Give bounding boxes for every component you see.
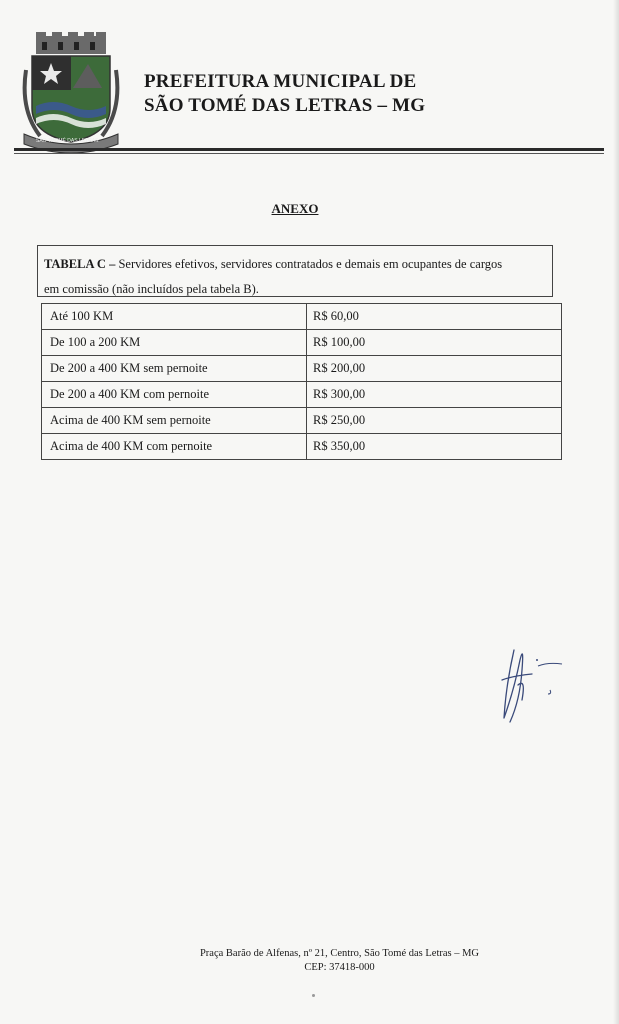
- table-c-caption: [37, 245, 553, 297]
- footer-cep: CEP: 37418-000: [304, 962, 375, 973]
- distance-cell: Acima de 400 KM com pernoite: [42, 434, 307, 460]
- table-c-description-line1: Servidores efetivos, servidores contratados e demais em ocupantes de cargos: [115, 257, 503, 271]
- table-row: [42, 356, 562, 382]
- distance-cell: De 200 a 400 KM sem pernoite: [42, 356, 307, 382]
- value-cell: R$ 100,00: [307, 330, 562, 356]
- signature-icon: [492, 630, 572, 730]
- footer-address: Praça Barão de Alfenas, nº 21, Centro, São Tomé das Letras – MG: [199, 948, 480, 959]
- value-cell: R$ 350,00: [307, 434, 562, 460]
- distance-cell: Até 100 KM: [42, 304, 307, 330]
- organization-title: [144, 70, 425, 118]
- coat-of-arms-icon: [18, 30, 124, 154]
- value-cell: R$ 300,00: [307, 382, 562, 408]
- distance-cell: De 200 a 400 KM com pernoite: [42, 382, 307, 408]
- organization-title-line1: PREFEITURA MUNICIPAL DE: [144, 71, 417, 92]
- header-divider-thin: [14, 153, 604, 154]
- header-divider-thick: [14, 148, 604, 151]
- crest-motto: SÃO THOMÉ DAS LETRAS: [36, 138, 99, 144]
- distance-cell: De 100 a 200 KM: [42, 330, 307, 356]
- table-row: [42, 434, 562, 460]
- organization-title-line2: SÃO TOMÉ DAS LETRAS – MG: [144, 95, 426, 116]
- table-row: [42, 408, 562, 434]
- annex-heading: [0, 201, 590, 217]
- table-c-label: TABELA C –: [44, 257, 116, 271]
- table-row: [42, 304, 562, 330]
- value-cell: R$ 60,00: [307, 304, 562, 330]
- distance-cell: Acima de 400 KM sem pernoite: [42, 408, 307, 434]
- page-edge-shadow: [613, 0, 619, 1024]
- table-row: [42, 382, 562, 408]
- annex-heading-text: ANEXO: [271, 201, 319, 216]
- allowance-table: [41, 303, 562, 460]
- page-footer: [0, 947, 619, 975]
- table-row: [42, 330, 562, 356]
- page-mark: [312, 994, 315, 997]
- value-cell: R$ 200,00: [307, 356, 562, 382]
- value-cell: R$ 250,00: [307, 408, 562, 434]
- table-c-description-line2: em comissão (não incluídos pela tabela B).: [44, 282, 259, 296]
